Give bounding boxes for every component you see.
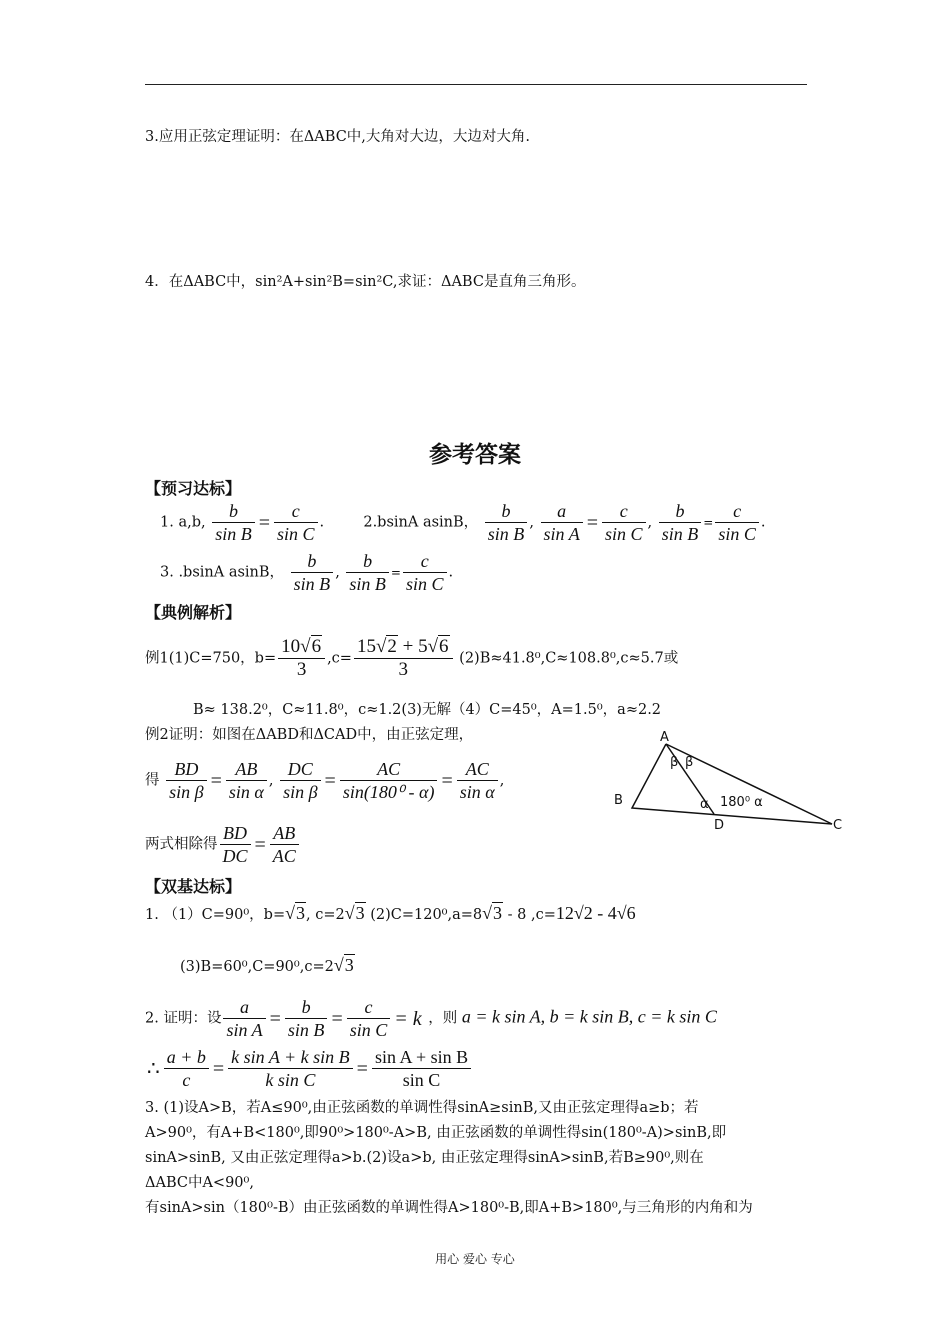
vertex-d-label: D <box>714 818 725 833</box>
header-rule <box>145 84 807 85</box>
fraction: $\frac{AC}{\text{sin(180⁰ - α)}}$ <box>340 758 438 803</box>
fraction: $\frac{a}{\text{sin A}}$ <box>223 996 265 1041</box>
fraction: $\frac{c}{\text{sin C}}$ <box>403 550 447 595</box>
preview-1-label: 1. a,b, <box>160 514 206 531</box>
vertex-a-label: A <box>660 730 669 745</box>
angle-alpha-1: α <box>700 797 709 812</box>
angle-beta-1: β <box>670 755 679 770</box>
section-preview: 【预习达标】 <box>145 479 242 498</box>
basics-1-text: (3)B=60⁰,C=90⁰,c=2 <box>180 959 334 975</box>
fraction: $\frac{a}{\text{sin A}}$ <box>541 500 583 545</box>
fraction: $\frac{b}{\text{sin B}}$ <box>285 996 328 1041</box>
fraction: $\frac{10√6}{3}$ <box>278 636 325 681</box>
angle-beta-2: β <box>685 755 694 770</box>
fraction: $\frac{c}{\text{sin C}}$ <box>347 996 391 1041</box>
fraction: $\frac{c}{\text{sin C}}$ <box>274 500 318 545</box>
basics-1-text: - 8 ,c= <box>507 907 556 923</box>
preview-line-2: 3. .bsinA asinB， $\frac{b}{\text{sin B}}$ , $\frac{b}{\text{sin B}}$ = $\frac{c}{\text{sin C}}$ . <box>160 551 454 594</box>
page-title: 参考答案 <box>429 442 521 468</box>
basics-3-line-5: 有sinA>sin（180⁰-B）由正弦函数的单调性得A>180⁰-B,即A+B>180⁰,与三角形的内角和为 <box>145 1200 753 1216</box>
basics-1-line-2: (3)B=60⁰,C=90⁰,c=2√3 <box>180 955 354 975</box>
fraction: $\frac{c}{\text{sin C}}$ <box>715 500 759 545</box>
example-2-division: 两式相除得 $\frac{BD}{DC}$ = $\frac{AB}{AC}$ <box>145 822 301 867</box>
fraction: $\frac{\text{k sin A + k sin B}}{\text{k sin C}}$ <box>228 1046 352 1091</box>
basics-2-line-1: 2. 证明：设 $\frac{a}{\text{sin A}}$ = $\frac{b}{\text{sin B}}$ = $\frac{c}{\text{sin C}}$ = k ，则 a = k sin A, b = k sin B, c = k sin C <box>145 997 717 1040</box>
example-1-line-2: B≈ 138.2⁰，C≈11.8⁰，c≈1.2(3)无解（4）C=45⁰，A=1.5⁰，a≈2.2 <box>193 702 662 718</box>
basics-3-line-3: sinA>sinB, 又由正弦定理得a>b.(2)设a>b, 由正弦定理得sinA>sinB,若B≥90⁰,则在 <box>145 1150 704 1166</box>
example-1-text: (2)B≈41.8⁰,C≈108.8⁰,c≈5.7或 <box>459 650 679 667</box>
vertex-b-label: B <box>614 793 623 808</box>
example-1-text: 例1(1)C=750，b= <box>145 650 277 667</box>
basics-1-text: , c=2 <box>306 907 345 923</box>
vertex-c-label: C <box>833 818 843 833</box>
basics-3-line-4: ΔABC中A<90⁰, <box>145 1175 254 1191</box>
preview-3-label: 3. .bsinA asinB， <box>160 564 285 581</box>
fraction: $\frac{DC}{\text{sin β}}$ <box>280 758 320 803</box>
triangle-diagram <box>600 728 860 840</box>
fraction: $\frac{b}{\text{sin B}}$ <box>291 550 334 595</box>
basics-3-line-2: A>90⁰，有A+B<180⁰,即90⁰>180⁰-A>B, 由正弦函数的单调性得sin(180⁰-A)>sinB,即 <box>145 1125 727 1141</box>
example-2-equations: 得 $\frac{BD}{\text{sin β}}$ = $\frac{AB}{\text{sin α}}$ , $\frac{DC}{\text{sin β}}$ = $\frac{AC}{\text{sin(180⁰ - α)}}$ = $\frac{AC}{\text{sin α}}$ , <box>145 759 505 802</box>
basics-2-text: ，则 <box>428 1010 458 1027</box>
fraction: $\frac{BD}{DC}$ <box>220 822 251 867</box>
basics-1-text: (2)C=120⁰,a=8 <box>370 907 483 923</box>
fraction: $\frac{15√2 + 5√6}{3}$ <box>354 636 453 681</box>
basics-3-line-1: 3. (1)设A>B，若A≤90⁰,由正弦函数的单调性得sinA≥sinB,又由正弦定理得a≥b；若 <box>145 1100 699 1116</box>
example-2-text: 得 <box>145 772 160 789</box>
page-footer: 用心 爱心 专心 <box>435 1252 515 1266</box>
basics-1-text: 1. （1）C=90⁰，b= <box>145 907 286 923</box>
fraction: $\frac{b}{\text{sin B}}$ <box>485 500 528 545</box>
example-1-text: ,c= <box>327 650 352 667</box>
example-2-line-1: 例2证明：如图在ΔABD和ΔCAD中，由正弦定理， <box>145 727 474 743</box>
basics-2-line-2: ∴ $\frac{a + b}{c}$ = $\frac{\text{k sin A + k sin B}}{\text{k sin C}}$ = $\frac{\text{sin A + sin B}}{\text{sin C}}$ <box>145 1046 473 1091</box>
section-basics: 【双基达标】 <box>145 877 242 896</box>
fraction: $\frac{c}{\text{sin C}}$ <box>602 500 646 545</box>
preview-line-1: 1. a,b, $\frac{b}{\text{sin B}}$ = $\frac{c}{\text{sin C}}$ . 2.bsinA asinB， $\frac{b}{\text{sin B}}$ , $\frac{a}{\text{sin A}}$ = $\frac{c}{\text{sin C}}$ , $\frac{b}{\text{sin B}}$ = $\frac{c}{\text{sin C}}$ . <box>160 501 766 544</box>
question-3: 3.应用正弦定理证明：在ΔABC中,大角对大边，大边对大角. <box>145 129 531 145</box>
fraction: $\frac{b}{\text{sin B}}$ <box>659 500 702 545</box>
basics-1-line-1: 1. （1）C=90⁰，b=√3, c=2√3 (2)C=120⁰,a=8√3 - 8 ,c=12√2 - 4√6 <box>145 903 636 923</box>
fraction: $\frac{\text{sin A + sin B}}{\text{sin C}}$ <box>372 1046 471 1091</box>
fraction: $\frac{AC}{\text{sin α}}$ <box>457 758 498 803</box>
question-4: 4．在ΔABC中，sin²A+sin²B=sin²C,求证：ΔABC是直角三角形。 <box>145 274 586 290</box>
fraction: $\frac{BD}{\text{sin β}}$ <box>166 758 206 803</box>
basics-1-formula: 12√2 - 4√6 <box>555 903 636 923</box>
preview-2-label: 2.bsinA asinB， <box>363 514 479 531</box>
example-2-text: 两式相除得 <box>145 836 218 853</box>
example-1-line-1 <box>145 636 678 681</box>
fraction: $\frac{AB}{AC}$ <box>270 822 299 867</box>
basics-2-text: 2. 证明：设 <box>145 1010 222 1027</box>
section-examples: 【典例解析】 <box>145 603 242 622</box>
fraction: $\frac{b}{\text{sin B}}$ <box>212 500 255 545</box>
angle-180-alpha: 180⁰ α <box>720 795 763 810</box>
fraction: $\frac{b}{\text{sin B}}$ <box>346 550 389 595</box>
fraction: $\frac{a + b}{c}$ <box>164 1046 209 1091</box>
basics-2-formula: a = k sin A, b = k sin B, c = k sin C <box>461 1006 717 1027</box>
fraction: $\frac{AB}{\text{sin α}}$ <box>226 758 267 803</box>
